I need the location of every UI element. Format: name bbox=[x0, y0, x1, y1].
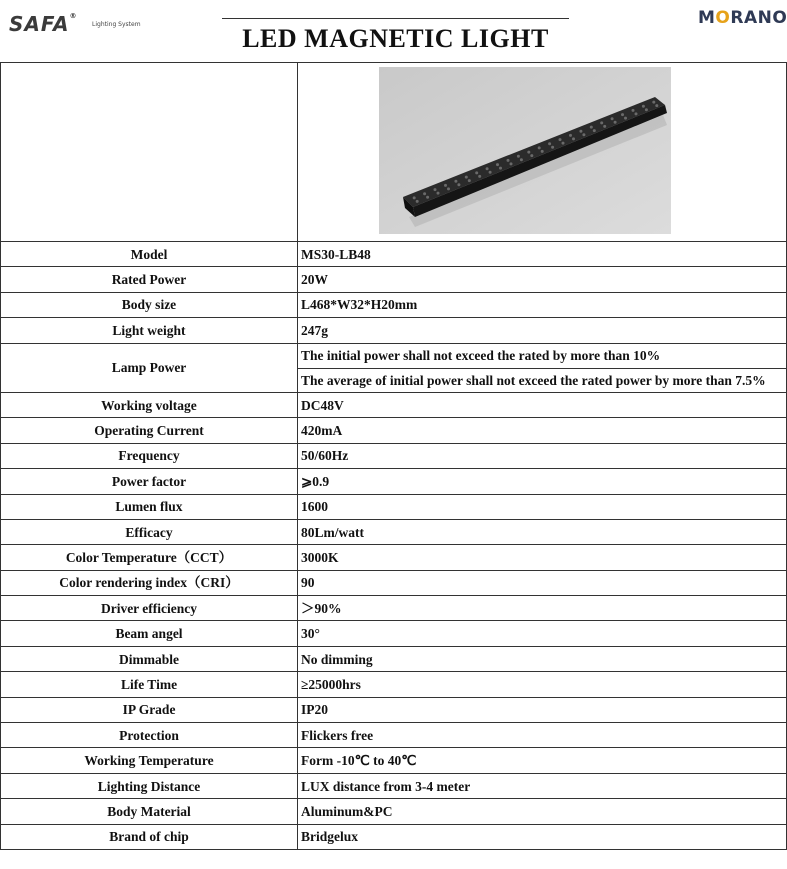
table-row bbox=[1, 469, 787, 494]
table-row bbox=[1, 519, 787, 544]
spec-value: No dimming bbox=[298, 646, 787, 671]
spec-value: MS30-LB48 bbox=[298, 242, 787, 267]
spec-value: 420mA bbox=[298, 418, 787, 443]
spec-value: LUX distance from 3-4 meter bbox=[298, 773, 787, 798]
table-row bbox=[1, 596, 787, 621]
spec-label: Working Temperature bbox=[1, 748, 298, 773]
spec-label: Working voltage bbox=[1, 392, 298, 417]
led-dot bbox=[572, 137, 575, 140]
spec-value: ＞90% bbox=[298, 596, 787, 621]
spec-label: Brand of chip bbox=[1, 824, 298, 849]
spec-label: Lamp Power bbox=[1, 343, 298, 392]
led-dot bbox=[635, 112, 638, 115]
led-dot bbox=[614, 121, 617, 124]
table-row bbox=[1, 292, 787, 317]
led-dot bbox=[593, 129, 596, 132]
led-dot bbox=[457, 183, 460, 186]
spec-value: 20W bbox=[298, 267, 787, 292]
led-dot bbox=[645, 108, 648, 111]
led-dot bbox=[444, 184, 447, 187]
spec-value: Bridgelux bbox=[298, 824, 787, 849]
led-dot bbox=[642, 105, 645, 108]
table-row bbox=[1, 418, 787, 443]
spec-label: Rated Power bbox=[1, 267, 298, 292]
table-row bbox=[1, 697, 787, 722]
led-dot bbox=[454, 180, 457, 183]
morano-pin-icon: O bbox=[715, 8, 731, 28]
table-row bbox=[1, 318, 787, 343]
led-dot bbox=[624, 117, 627, 120]
led-dot bbox=[538, 146, 541, 149]
spec-value: The initial power shall not exceed the rated by more than 10% bbox=[298, 343, 787, 368]
led-dot bbox=[652, 101, 655, 104]
spec-label: Color rendering index（CRI） bbox=[1, 570, 298, 595]
led-dot bbox=[548, 142, 551, 145]
spec-value: Aluminum&PC bbox=[298, 799, 787, 824]
led-dot bbox=[416, 200, 419, 203]
table-row bbox=[1, 343, 787, 368]
led-dot bbox=[447, 187, 450, 190]
spec-label: Color Temperature（CCT） bbox=[1, 545, 298, 570]
spec-value: ⩾0.9 bbox=[298, 469, 787, 494]
table-row bbox=[1, 570, 787, 595]
led-dot bbox=[475, 171, 478, 174]
spec-value: 30° bbox=[298, 621, 787, 646]
spec-label: IP Grade bbox=[1, 697, 298, 722]
led-dot bbox=[507, 159, 510, 162]
led-dot bbox=[579, 130, 582, 133]
table-row bbox=[1, 267, 787, 292]
led-dot bbox=[520, 158, 523, 161]
spec-label: Frequency bbox=[1, 443, 298, 468]
table-row bbox=[1, 545, 787, 570]
spec-value: 50/60Hz bbox=[298, 443, 787, 468]
spec-label: Life Time bbox=[1, 672, 298, 697]
spec-label: Lighting Distance bbox=[1, 773, 298, 798]
title-rule bbox=[222, 18, 569, 19]
table-row bbox=[1, 242, 787, 267]
spec-label: Power factor bbox=[1, 469, 298, 494]
spec-value: IP20 bbox=[298, 697, 787, 722]
spec-label: Beam angel bbox=[1, 621, 298, 646]
table-row bbox=[1, 392, 787, 417]
spec-value: 3000K bbox=[298, 545, 787, 570]
page-header bbox=[0, 0, 787, 62]
led-dot bbox=[496, 163, 499, 166]
led-dot bbox=[559, 138, 562, 141]
table-row bbox=[1, 443, 787, 468]
safa-logo-subtitle: Lighting System bbox=[92, 21, 141, 28]
led-bar-illustration bbox=[379, 67, 671, 234]
table-row bbox=[1, 799, 787, 824]
led-dot bbox=[541, 150, 544, 153]
led-dot bbox=[569, 134, 572, 137]
led-dot bbox=[530, 154, 533, 157]
led-dot bbox=[655, 104, 658, 107]
product-photo bbox=[379, 67, 671, 234]
led-dot bbox=[611, 117, 614, 120]
page-title: LED MAGNETIC LIGHT bbox=[242, 24, 549, 53]
table-row bbox=[1, 646, 787, 671]
led-dot bbox=[489, 171, 492, 174]
led-dot bbox=[621, 113, 624, 116]
led-dot bbox=[413, 196, 416, 199]
led-dot bbox=[426, 196, 429, 199]
safa-logo: SAFA® bbox=[9, 12, 78, 36]
spec-label: Model bbox=[1, 242, 298, 267]
spec-label: Body size bbox=[1, 292, 298, 317]
led-dot bbox=[486, 167, 489, 170]
table-row bbox=[1, 824, 787, 849]
spec-value: 80Lm/watt bbox=[298, 519, 787, 544]
spec-value: 247g bbox=[298, 318, 787, 343]
spec-label: Light weight bbox=[1, 318, 298, 343]
table-row bbox=[1, 672, 787, 697]
spec-label: Body Material bbox=[1, 799, 298, 824]
spec-label: Dimmable bbox=[1, 646, 298, 671]
led-dot bbox=[632, 109, 635, 112]
spec-label: Protection bbox=[1, 723, 298, 748]
led-dot bbox=[600, 121, 603, 124]
led-dot bbox=[465, 176, 468, 179]
led-dot bbox=[590, 126, 593, 129]
spec-label: Efficacy bbox=[1, 519, 298, 544]
spec-value: L468*W32*H20mm bbox=[298, 292, 787, 317]
spec-value: The average of initial power shall not exceed the rated power by more than 7.5% bbox=[298, 368, 787, 392]
led-dot bbox=[499, 167, 502, 170]
spec-value: ≥25000hrs bbox=[298, 672, 787, 697]
led-dot bbox=[468, 179, 471, 182]
table-row bbox=[1, 723, 787, 748]
led-dot bbox=[434, 188, 437, 191]
led-dot bbox=[562, 142, 565, 145]
led-dot bbox=[517, 155, 520, 158]
spec-value: 1600 bbox=[298, 494, 787, 519]
led-dot bbox=[437, 192, 440, 195]
spec-value: Form -10℃ to 40℃ bbox=[298, 748, 787, 773]
led-dot bbox=[527, 151, 530, 154]
table-row bbox=[1, 621, 787, 646]
led-dot bbox=[510, 162, 513, 165]
led-dot bbox=[423, 192, 426, 195]
spec-label: Operating Current bbox=[1, 418, 298, 443]
led-dot bbox=[582, 133, 585, 136]
spec-value: 90 bbox=[298, 570, 787, 595]
spec-value: Flickers free bbox=[298, 723, 787, 748]
led-dot bbox=[603, 125, 606, 128]
spec-label: Lumen flux bbox=[1, 494, 298, 519]
table-row bbox=[1, 773, 787, 798]
image-label-cell bbox=[1, 63, 298, 242]
led-dot bbox=[551, 146, 554, 149]
spec-value: DC48V bbox=[298, 392, 787, 417]
table-row bbox=[1, 494, 787, 519]
morano-logo: MORANO bbox=[698, 8, 787, 28]
table-row bbox=[1, 748, 787, 773]
led-dot bbox=[478, 175, 481, 178]
spec-label: Driver efficiency bbox=[1, 596, 298, 621]
